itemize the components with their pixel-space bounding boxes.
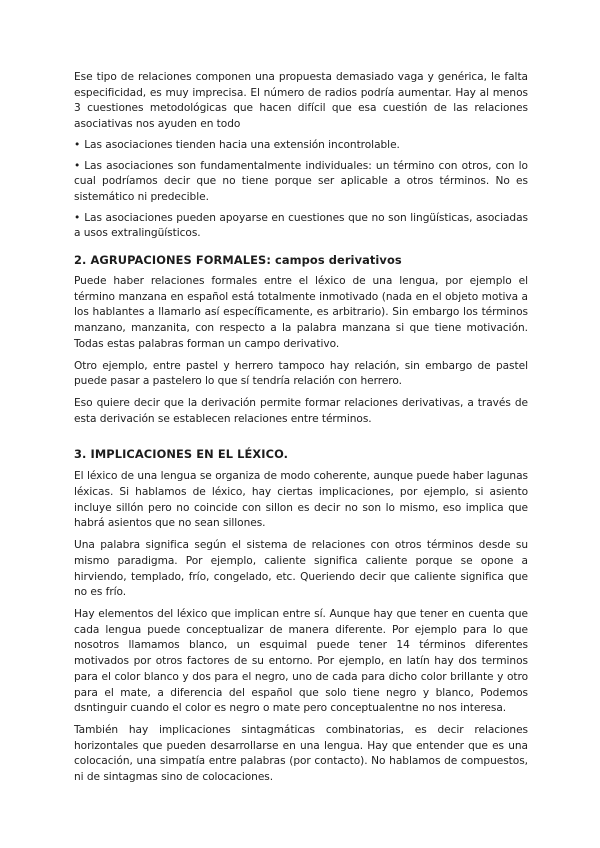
section-3-heading: 3. IMPLICACIONES EN EL LÉXICO. [74, 447, 289, 462]
bullet-icon: • [74, 138, 81, 151]
section-2-paragraph: Eso quiere decir que la derivación permite formar relaciones derivativas, a través de esta derivación se establecen relaciones entre términos. [74, 396, 528, 425]
section-2-paragraph: Puede haber relaciones formales entre el léxico de una lengua, por ejemplo el término manzana en español está totalmente inmotivado (nada en el objeto motiva a los hablantes a llamarlo así específicamente, es arbitrario). Sin embargo los términos manzano, manzanita, con respecto a la palabra manzana si que tiene motivación. Todas estas palabras forman un campo derivativo. [74, 275, 528, 350]
section-2-heading: 2. AGRUPACIONES FORMALES: campos derivativos [74, 253, 402, 268]
section-3-paragraph: También hay implicaciones sintagmáticas combinatorias, es decir relaciones horizontales que pueden desarrollarse en una lengua. Hay que entender que es una colocación, una simpatía entre palabras (por contacto). No hablamos de compuestos, ni de sintagmas sino de colocaciones. [74, 723, 528, 784]
intro-paragraph: Ese tipo de relaciones componen una propuesta demasiado vaga y genérica, le falta especificidad, es muy imprecisa. El número de radios podría aumentar. Hay al menos 3 cuestiones metodológicas que hacen difícil que esa cuestión de las relaciones asociativas nos ayuden en todo [74, 71, 528, 131]
bullet-text: Las asociaciones pueden apoyarse en cuestiones que no son lingüísticas, asociadas a usos extralingüísticos. [74, 211, 528, 240]
bullet-item [74, 159, 528, 206]
bullet-text: Las asociaciones tienden hacia una extensión incontrolable. [84, 138, 400, 151]
section-3-paragraph: El léxico de una lengua se organiza de modo coherente, aunque puede haber lagunas léxicas. Si hablamos de léxico, hay ciertas implicaciones, por ejemplo, si asiento incluye sillón pero no coincide con sillon es decir no son lo mismo, eso implica que habrá asientos que no sean sillones. [74, 470, 528, 530]
bullet-icon: • [74, 211, 81, 224]
bullet-item [74, 138, 528, 154]
section-3-paragraph: Una palabra significa según el sistema de relaciones con otros términos desde su mismo paradigma. Por ejemplo, caliente significa caliente porque se opone a hirviendo, templado, frío, congelado, etc. Queriendo decir que caliente significa que no es frío. [74, 539, 528, 599]
bullet-text: Las asociaciones son fundamentalmente individuales: un término con otros, con lo cual podríamos decir que no tiene porque ser aplicable a otros términos. No es sistemático ni predecible. [74, 159, 528, 203]
section-3-paragraph: Hay elementos del léxico que implican entre sí. Aunque hay que tener en cuenta que cada lengua puede conceptualizar de manera diferente. Por ejemplo para lo que nosotros llamamos blanco, un esquimal puede tener 14 términos diferentes motivados por otros factores de su entorno. Por ejemplo, en latín hay dos terminos para el color blanco y dos para el negro, uno de cada para dicho color brillante y otro para el mate, a diferencia del español que solo tiene negro y blanco, Podemos dsntinguir cuando el color es negro o mate pero conceptualentne no nos interesa. [74, 607, 528, 715]
bullet-item [74, 211, 528, 242]
bullet-icon: • [74, 159, 81, 172]
section-2-paragraph: Otro ejemplo, entre pastel y herrero tampoco hay relación, sin embargo de pastel puede pasar a pastelero lo que sí tendría relación con herrero. [74, 359, 528, 388]
